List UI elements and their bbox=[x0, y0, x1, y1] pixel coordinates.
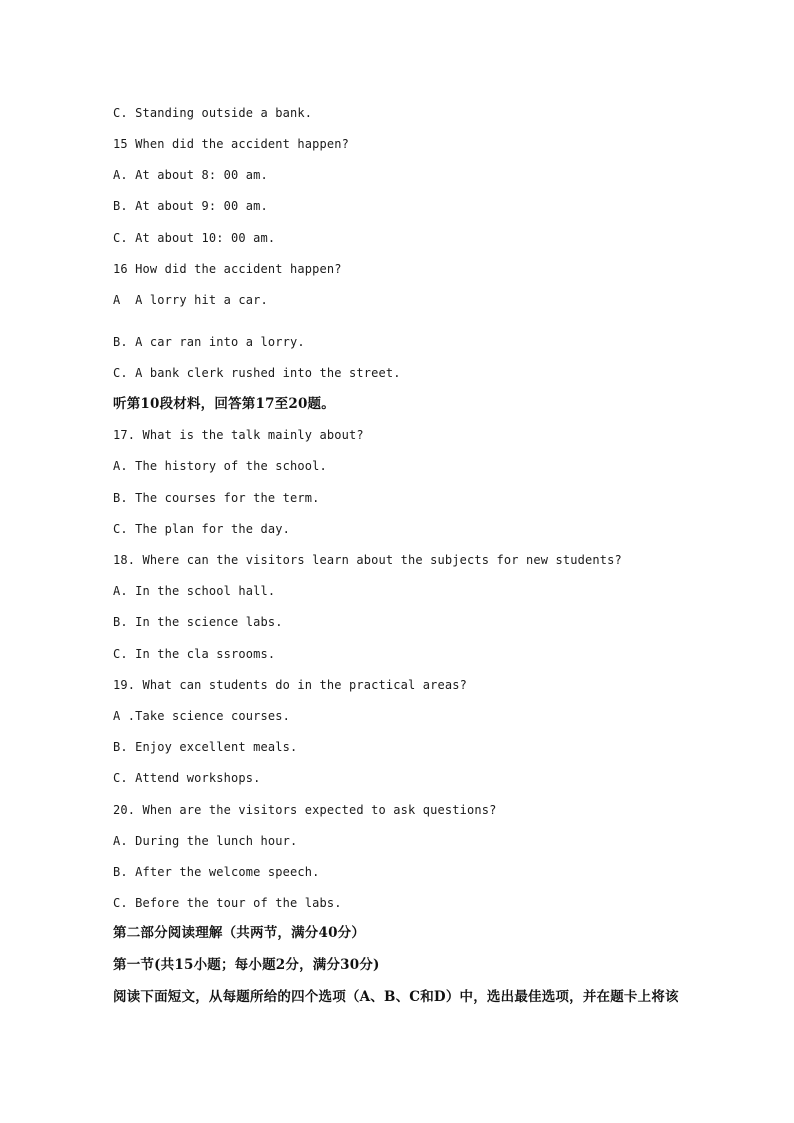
option-17c: C. The plan for the day. bbox=[113, 522, 290, 536]
question-18: 18. Where can the visitors learn about the subjects for new students? bbox=[113, 553, 622, 567]
option-17a: A. The history of the school. bbox=[113, 459, 327, 473]
option-19a: A .Take science courses. bbox=[113, 709, 290, 723]
option-18b: B. In the science labs. bbox=[113, 615, 283, 629]
option-15c: C. At about 10: 00 am. bbox=[113, 231, 276, 245]
option-18c: C. In the cla ssrooms. bbox=[113, 647, 276, 661]
question-17: 17. What is the talk mainly about? bbox=[113, 428, 364, 442]
reading-instruction: 阅读下面短文，从每题所给的四个选项（A、B、C和D）中，选出最佳选项，并在题卡上将该 bbox=[113, 989, 679, 1005]
option-15a: A. At about 8: 00 am. bbox=[113, 168, 268, 182]
option-15b: B. At about 9: 00 am. bbox=[113, 199, 268, 213]
option-20a: A. During the lunch hour. bbox=[113, 834, 298, 848]
option-20b: B. After the welcome speech. bbox=[113, 865, 320, 879]
option-19c: C. Attend workshops. bbox=[113, 771, 261, 785]
option-18a: A. In the school hall. bbox=[113, 584, 276, 598]
section-one-heading: 第一节(共15小题；每小题2分，满分30分) bbox=[113, 957, 380, 973]
part-two-heading: 第二部分阅读理解（共两节，满分40分） bbox=[113, 925, 366, 941]
option-14c: C. Standing outside a bank. bbox=[113, 106, 313, 120]
question-19: 19. What can students do in the practical areas? bbox=[113, 678, 467, 692]
option-16c: C. A bank clerk rushed into the street. bbox=[113, 366, 401, 380]
question-16: 16 How did the accident happen? bbox=[113, 262, 342, 276]
option-16b: B. A car ran into a lorry. bbox=[113, 335, 305, 349]
option-20c: C. Before the tour of the labs. bbox=[113, 896, 342, 910]
option-17b: B. The courses for the term. bbox=[113, 491, 320, 505]
question-15: 15 When did the accident happen? bbox=[113, 137, 349, 151]
option-16a: A A lorry hit a car. bbox=[113, 293, 268, 307]
question-20: 20. When are the visitors expected to ask questions? bbox=[113, 803, 497, 817]
option-19b: B. Enjoy excellent meals. bbox=[113, 740, 298, 754]
section-instruction-passage-10: 听第10段材料，回答第17至20题。 bbox=[113, 396, 335, 412]
